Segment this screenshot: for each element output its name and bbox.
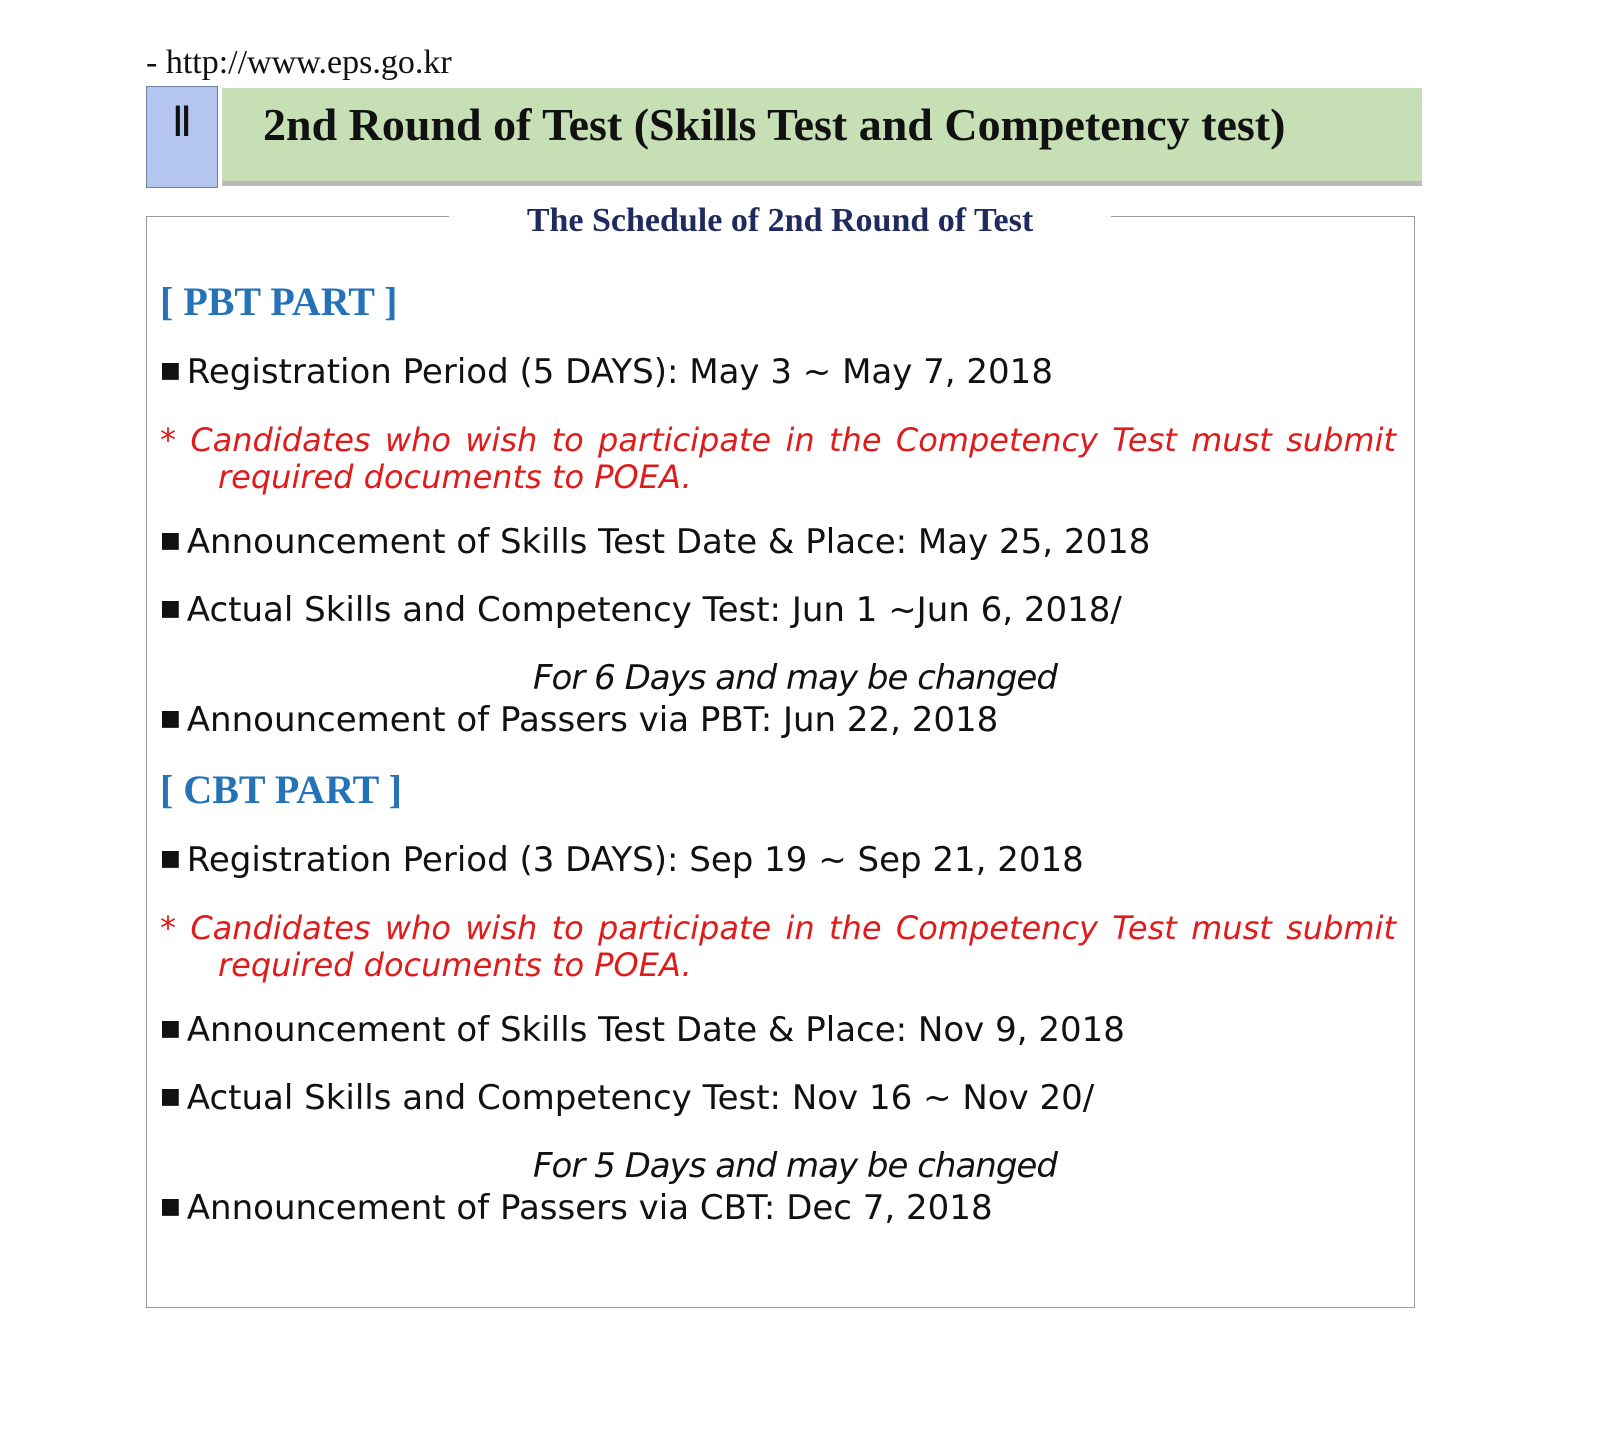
pbt-actual-test-item — [160, 590, 1122, 630]
cbt-registration-item — [160, 840, 1084, 880]
cbt-note-line2: required documents to POEA. — [218, 946, 692, 984]
bullet-icon: ■ — [160, 358, 181, 383]
pbt-heading: [ PBT PART ] — [160, 279, 398, 324]
cbt-passers-text: Announcement of Passers via CBT: Dec 7, 2018 — [186, 1188, 993, 1228]
cbt-actual-test-item — [160, 1078, 1094, 1118]
cbt-passers-item — [160, 1188, 993, 1228]
pbt-registration-item — [160, 352, 1053, 392]
cbt-registration-text: Registration Period (3 DAYS): Sep 19 ~ Sep 21, 2018 — [186, 840, 1084, 880]
pbt-announcement-item — [160, 522, 1150, 562]
pbt-announcement-text: Announcement of Skills Test Date & Place: May 25, 2018 — [186, 522, 1151, 562]
cbt-heading: [ CBT PART ] — [160, 767, 402, 812]
bullet-icon: ■ — [160, 846, 181, 871]
cbt-actual-test-text: Actual Skills and Competency Test: Nov 16 ~ Nov 20/ — [186, 1078, 1095, 1118]
source-url: - http://www.eps.go.kr — [146, 44, 452, 81]
cbt-announcement-text: Announcement of Skills Test Date & Place: Nov 9, 2018 — [186, 1010, 1125, 1050]
section-number: Ⅱ — [146, 86, 218, 188]
cbt-note-line1: * Candidates who wish to participate in the Competency Test must submit — [160, 909, 1396, 947]
cbt-announcement-item — [160, 1010, 1125, 1050]
pbt-note-line2: required documents to POEA. — [218, 458, 692, 496]
pbt-registration-text: Registration Period (5 DAYS): May 3 ~ May 7, 2018 — [186, 352, 1053, 392]
bullet-icon: ■ — [160, 528, 181, 553]
pbt-note-line1: * Candidates who wish to participate in the Competency Test must submit — [160, 421, 1396, 459]
bullet-icon: ■ — [160, 1016, 181, 1041]
pbt-passers-item — [160, 700, 998, 740]
bullet-icon: ■ — [160, 1194, 181, 1219]
bullet-icon: ■ — [160, 1084, 181, 1109]
pbt-actual-test-note: For 6 Days and may be changed — [533, 658, 1057, 698]
bullet-icon: ■ — [160, 706, 181, 731]
bullet-icon: ■ — [160, 596, 181, 621]
schedule-title: The Schedule of 2nd Round of Test — [449, 202, 1111, 240]
cbt-actual-test-note: For 5 Days and may be changed — [533, 1146, 1057, 1186]
pbt-actual-test-text: Actual Skills and Competency Test: Jun 1 ~Jun 6, 2018/ — [186, 590, 1122, 630]
section-title: 2nd Round of Test (Skills Test and Competency test) — [263, 99, 1286, 150]
pbt-passers-text: Announcement of Passers via PBT: Jun 22, 2018 — [186, 700, 999, 740]
